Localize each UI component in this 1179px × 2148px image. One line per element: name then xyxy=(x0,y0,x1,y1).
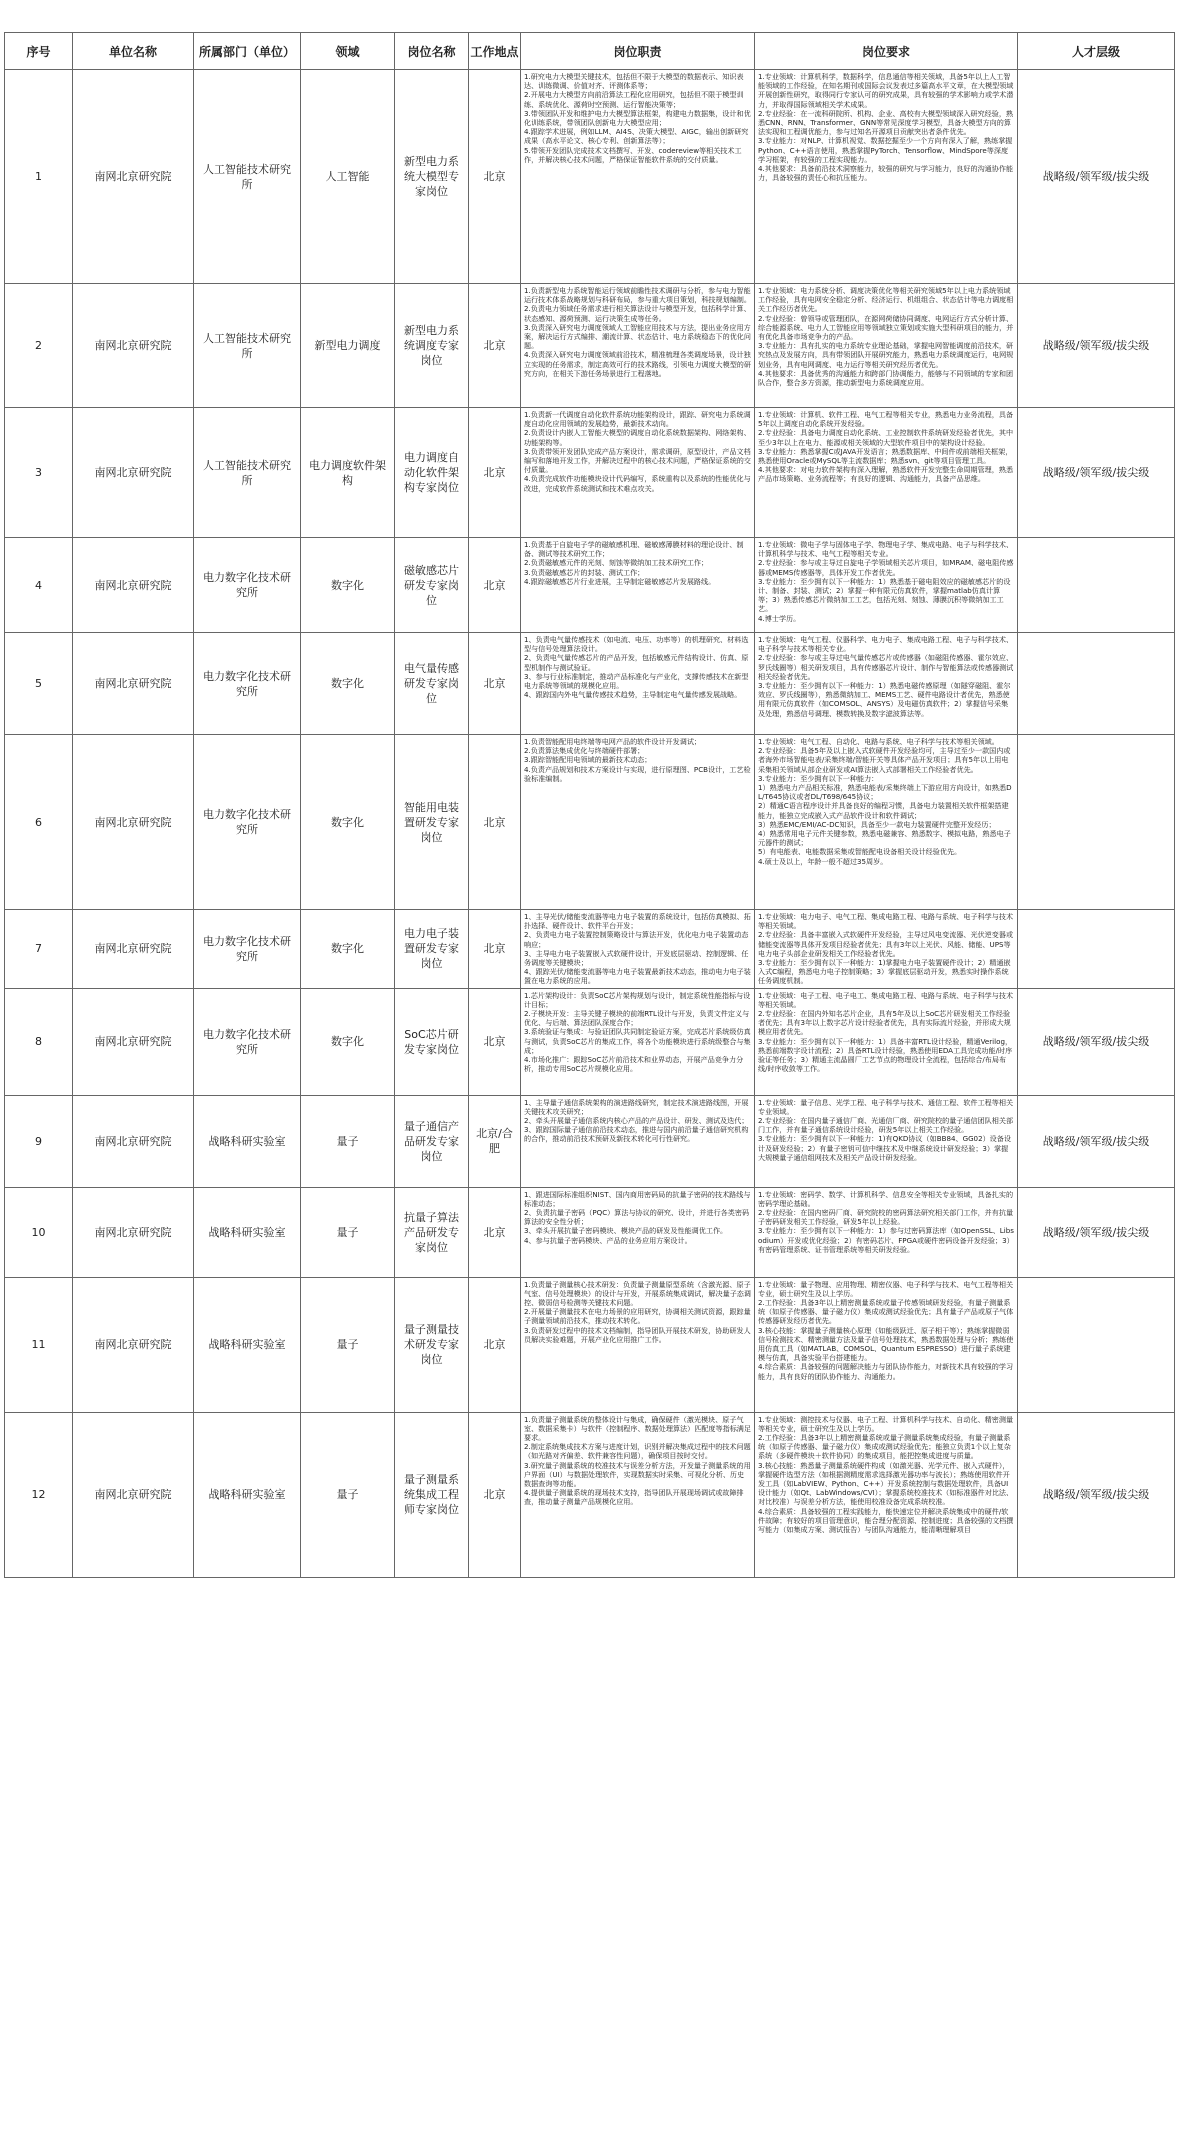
cell-requirements: 1.专业领域：电子工程、电子电工、集成电路工程、电路与系统、电子科学与技术等相关领域。 2.专业经验：在国内外知名芯片企业，具有5年及以上SoC芯片研发相关工作经验者优先；具有3年以上数字芯片设计经验者优先，具有实际流片经验，并形成大规模应用者优先。 3.专业能力：至少拥有以下一种能力：1）具备丰富RTL设计经验，精通Verilog，熟悉前端数字设计流程；2）具备RTL设计经验，熟悉使用EDA工具完成功能/时序验证等任务；3）精通主流晶圆厂工艺节点的物理设计全流程，包括综合/布局布线/时序收敛等工作。 xyxy=(755,988,1018,1095)
cell-requirements: 1.专业领域：计算机、软件工程、电气工程等相关专业，熟悉电力业务流程，具备5年以上调度自动化系统开发经验。 2.专业经验：具备电力调度自动化系统、工业控制软件系统研发经验者优先，其中至少3年以上在电力、能源或相关领域的大型软件项目中的架构设计经验。 3.专业能力：熟悉掌握C或JAVA开发语言；熟悉数据库、中间件或前端相关框架，熟悉使用Oracle或MySQL等主流数据库；熟悉svn、git等项目管理工具。 4.其他要求：对电力软件架构有深入理解，熟悉软件开发完整生命周期管理，熟悉产品市场策略、业务流程等；有良好的逻辑、沟通能力，具备产品思维。 xyxy=(755,408,1018,538)
cell-unit: 南网北京研究院 xyxy=(73,1187,194,1277)
cell-dept: 电力数字化技术研究所 xyxy=(194,910,301,989)
cell-level: 战略级/领军级/拔尖级 xyxy=(1018,1412,1175,1577)
cell-unit: 南网北京研究院 xyxy=(73,408,194,538)
cell-no: 12 xyxy=(5,1412,73,1577)
cell-unit: 南网北京研究院 xyxy=(73,988,194,1095)
cell-position: 电力调度自动化软件架构专家岗位 xyxy=(395,408,469,538)
cell-location: 北京 xyxy=(469,538,521,633)
table-row xyxy=(5,1412,1175,1577)
cell-field: 量子 xyxy=(301,1095,395,1187)
cell-position: 量子测量系统集成工程师专家岗位 xyxy=(395,1412,469,1577)
cell-requirements: 1.专业领域：微电子学与固体电子学、物理电子学、集成电路、电子与科学技术、计算机科学与技术、电气工程等相关专业。 2.专业经验：参与或主导过自旋电子学领域相关芯片项目，如MRAM、磁电阻传感器或MEMS传感器等，具体开发工作者优先。 3.专业能力：至少拥有以下一种能力：1）熟悉基于磁电阻效应的磁敏感芯片的设计、制备、封装、测试；2）掌握一种有限元仿真软件，掌握matlab仿真计算等；3）熟悉传感芯片微纳加工工艺，包括光刻、刻蚀、薄膜沉积等微纳加工工艺。 4.博士学历。 xyxy=(755,538,1018,633)
cell-level: 战略级/领军级/拔尖级 xyxy=(1018,408,1175,538)
cell-no: 11 xyxy=(5,1277,73,1412)
table-row xyxy=(5,538,1175,633)
cell-duties: 1.负责量子测量系统的整体设计与集成，确保硬件（激光模块、原子气室、数据采集卡）与软件（控制程序、数据处理算法）匹配度等指标满足要求。 2.制定系统集成技术方案与进度计划，识别并解决集成过程中的技术问题（如光路对齐偏差、软件兼容性问题），确保项目按时交付。 3.研究量子测量系统的校准技术与误差分析方法，开发量子测量系统的用户界面（UI）与数据处理软件，实现数据实时采集、可视化分析、历史数据查询等功能。 4.提供量子测量系统的现场技术支持，指导团队开展现场调试或故障排查，推动量子测量产品规模化应用。 xyxy=(521,1412,755,1577)
table-row xyxy=(5,1095,1175,1187)
table-row xyxy=(5,70,1175,284)
cell-level xyxy=(1018,910,1175,989)
cell-no: 9 xyxy=(5,1095,73,1187)
table-header-row xyxy=(5,33,1175,70)
cell-requirements: 1.专业领域：量子信息、光学工程、电子科学与技术、通信工程、软件工程等相关专业领域。 2.专业经验：在国内量子通信厂商、光通信厂商、研究院校的量子通信团队相关部门工作，并有量子通信系统设计经验，研发5年以上相关工作经验。 3.专业能力：至少拥有以下一种能力：1)有QKD协议（如BB84、GG02）设备设计及研发经验；2）有量子密钥可信中继技术及中继系统设计研发经验；3）掌握大规模量子通信组网技术及相关产品设计研发经验。 xyxy=(755,1095,1018,1187)
cell-field: 数字化 xyxy=(301,988,395,1095)
cell-position: 电力电子装置研发专家岗位 xyxy=(395,910,469,989)
cell-unit: 南网北京研究院 xyxy=(73,70,194,284)
cell-duties: 1.负责量子测量核心技术研发：负责量子测量原型系统（含激光源、原子气室、信号处理模块）的设计与开发，开展系统集成调试，解决量子态调控、微弱信号检测等关键技术问题。 2.开展量子测量技术在电力场景的应用研究，协调相关测试资源，跟踪量子测量领域前沿技术，推动技术转化。 3.负责研发过程中的技术文档编制，指导团队开展技术研发，协助研发人员解决实验难题，开展产业化应用推广工作。 xyxy=(521,1277,755,1412)
cell-unit: 南网北京研究院 xyxy=(73,1412,194,1577)
cell-level xyxy=(1018,1277,1175,1412)
cell-position: 抗量子算法产品研发专家岗位 xyxy=(395,1187,469,1277)
cell-location: 北京 xyxy=(469,70,521,284)
table-row xyxy=(5,735,1175,910)
job-table xyxy=(4,32,1175,1578)
cell-location: 北京/合肥 xyxy=(469,1095,521,1187)
header-dept: 所属部门（单位） xyxy=(194,33,301,70)
cell-field: 数字化 xyxy=(301,538,395,633)
cell-no: 5 xyxy=(5,633,73,735)
cell-level xyxy=(1018,538,1175,633)
cell-no: 4 xyxy=(5,538,73,633)
cell-field: 量子 xyxy=(301,1277,395,1412)
cell-dept: 电力数字化技术研究所 xyxy=(194,988,301,1095)
cell-duties: 1.负责基于自旋电子学的磁敏感机理、磁敏感薄膜材料的理论设计、制备、测试等技术研究工作； 2.负责磁敏感元件的光刻、刻蚀等微纳加工技术研究工作； 3.负责磁敏感芯片的封装、测试工作； 4.跟踪磁敏感芯片行业进展，主导制定磁敏感芯片发展路线。 xyxy=(521,538,755,633)
cell-dept: 战略科研实验室 xyxy=(194,1277,301,1412)
cell-dept: 电力数字化技术研究所 xyxy=(194,735,301,910)
cell-level xyxy=(1018,735,1175,910)
cell-duties: 1、跟进国际标准组织NIST、国内商用密码局的抗量子密码的技术路线与标准动态； 2、负责抗量子密码（PQC）算法与协议的研究、设计，并进行各类密码算法的安全性分析； 3、牵头开展抗量子密码模块、模块产品的研发及性能调优工作。 4、参与抗量子密码模块、产品的业务应用方案设计。 xyxy=(521,1187,755,1277)
cell-field: 数字化 xyxy=(301,910,395,989)
cell-position: 量子通信产品研发专家岗位 xyxy=(395,1095,469,1187)
cell-dept: 人工智能技术研究所 xyxy=(194,70,301,284)
header-position: 岗位名称 xyxy=(395,33,469,70)
cell-field: 量子 xyxy=(301,1187,395,1277)
cell-unit: 南网北京研究院 xyxy=(73,284,194,408)
cell-position: 智能用电装置研发专家岗位 xyxy=(395,735,469,910)
cell-duties: 1.负责新一代调度自动化软件系统功能架构设计，跟踪、研究电力系统调度自动化应用领域的发展趋势，最新技术动向。 2.负责设计内嵌人工智能大模型的调度自动化系统数据架构、网络架构、功能架构等。 3.负责带领开发团队完成产品方案设计，需求调研，原型设计，产品文档编写和落地开发工作，并解决过程中的核心技术问题，严格保证系统的交付质量。 4.负责完成软件功能模块设计代码编写，系统重构以及系统的性能优化与改进，完成软件系统测试和技术难点攻关。 xyxy=(521,408,755,538)
table-row xyxy=(5,910,1175,989)
cell-field: 数字化 xyxy=(301,633,395,735)
table-row xyxy=(5,988,1175,1095)
header-field: 领域 xyxy=(301,33,395,70)
cell-requirements: 1.专业领域：量子物理、应用物理、精密仪器、电子科学与技术、电气工程等相关专业，硕士研究生及以上学历。 2.工作经验：具备3年以上精密测量系统或量子传感领域研发经验，有量子测量系统（如原子传感器、量子磁力仪）集成或测试经验优先；具有量子产品或原子气体传感器研发经历者优先。 3.核心技能：掌握量子测量核心原理（如能级跃迁、原子相干等）；熟练掌握微弱信号检测技术、精密测量方法及量子信号处理技术，熟悉数据处理与分析；熟练使用仿真工具（如MATLAB、COMSOL、Quantum ESPRESSO）进行量子系统建模与仿真，具备实验平台搭建能力。 4.综合素质：具备较强的问题解决能力与团队协作能力，对新技术具有较强的学习能力，具有良好的团队协作能力、沟通能力。 xyxy=(755,1277,1018,1412)
table-row xyxy=(5,1187,1175,1277)
cell-duties: 1、主导量子通信系统架构的演进路线研究，制定技术演进路线图，开展关键技术攻关研究； 2、牵头开展量子通信系统内核心产品的产品设计、研发、测试及迭代； 3、跟踪国际量子通信前沿技术动态，推进与国内前沿量子通信研究机构的合作，推动前沿技术预研及新技术转化可行性研究。 xyxy=(521,1095,755,1187)
cell-position: 新型电力系统调度专家岗位 xyxy=(395,284,469,408)
cell-no: 10 xyxy=(5,1187,73,1277)
cell-requirements: 1.专业领域：测控技术与仪器、电子工程、计算机科学与技术、自动化、精密测量等相关专业，硕士研究生及以上学历。 2.工作经验：具备3年以上精密测量系统或量子测量系统集成经验，有量子测量系统（如原子传感器、量子磁力仪）集成或测试经验优先；能独立负责1个以上复杂系统（多硬件模块＋软件协同）的集成项目，能把控集成进度与质量。 3.核心技能：熟悉量子测量系统硬件构成（如激光器、光学元件、嵌入式硬件），掌握硬件选型方法（如根据测精度需求选择激光器功率与波长）；熟练使用软件开发工具（如LabVIEW、Python、C++）开发系统控制与数据处理软件，具备UI设计能力（如Qt、LabWindows/CVI）；掌握系统校准技术（如标准器件对比法、对比校准）与误差分析方法，能使用校准设备完成系统校准。 4.综合素质：具备较强的工程实践能力，能快速定位并解决系统集成中的硬件/软件故障；有较好的项目管理意识，能合理分配资源、控制进度；具备较强的文档撰写能力（如集成方案、测试报告）与团队沟通能力，能清晰理解项目 xyxy=(755,1412,1018,1577)
cell-no: 7 xyxy=(5,910,73,989)
table-row xyxy=(5,408,1175,538)
cell-dept: 人工智能技术研究所 xyxy=(194,408,301,538)
cell-location: 北京 xyxy=(469,910,521,989)
table-row xyxy=(5,1277,1175,1412)
cell-no: 6 xyxy=(5,735,73,910)
header-location: 工作地点 xyxy=(469,33,521,70)
cell-location: 北京 xyxy=(469,284,521,408)
cell-unit: 南网北京研究院 xyxy=(73,735,194,910)
cell-requirements: 1.专业领域：计算机科学，数据科学，信息通信等相关领域，具备5年以上人工智能领域的工作经验，在知名期刊或国际会议发表过多篇高水平文章，在大模型领域开展创新性研究，取得同行专家认可的研究成果，具有较强的学术影响力或学术潜力，并取得国际领域相关学术成果。 2.专业经验：在一流科研院所、机构、企业、高校有大模型领域深入研究经验，熟悉CNN、RNN、Transformer、GNN等常见深度学习模型，具备大模型方向的算法实现和工程调优能力，参与过知名开源项目贡献突出者条件优先。 3.专业能力：对NLP、计算机视觉、数据挖掘至少一个方向有深入了解，熟练掌握Python、C++语言使用，熟悉掌握PyTorch、Tensorflow、MindSpore等深度学习框架，有较强的工程实现能力。 4.其他要求：具备前沿技术洞察能力，较强的研究与学习能力，良好的沟通协作能力，具备较强的责任心和抗压能力。 xyxy=(755,70,1018,284)
cell-duties: 1、负责电气量传感技术（如电流、电压、功率等）的机理研究、材料选型与信号处理算法设计。 2、负责电气量传感芯片的产品开发，包括敏感元件结构设计、仿真、原型机制作与测试验证。 3、参与行业标准制定，推动产品标准化与产业化，支撑传感技术在新型电力系统等领域的规模化应用。 4、跟踪国内外电气量传感技术趋势，主导制定电气量传感发展战略。 xyxy=(521,633,755,735)
cell-location: 北京 xyxy=(469,633,521,735)
cell-location: 北京 xyxy=(469,1187,521,1277)
cell-requirements: 1.专业领域：电气工程、仪器科学、电力电子、集成电路工程、电子与科学技术、电子科学与技术等相关专业。 2.专业经验：参与或主导过电气量传感芯片或传感器（如磁阻传感器、霍尔效应、罗氏线圈等）相关研发项目，具有传感器芯片设计、制作与智能算法或传感器测试相关经验者优先。 3.专业能力：至少拥有以下一种能力：1）熟悉电磁传感原理（如隧穿磁阻、霍尔效应、罗氏线圈等），熟悉微纳加工、MEMS工艺、硬件电路设计者优先，熟悉使用有限元仿真软件（如COMSOL、ANSYS）及电磁仿真软件；2）掌握信号采集及处理，熟悉信号调理、模数转换及数字滤波算法等。 xyxy=(755,633,1018,735)
header-no: 序号 xyxy=(5,33,73,70)
cell-duties: 1.研究电力大模型关键技术，包括但不限于大模型的数据表示、知识表达、训练微调、价值对齐、评测体系等； 2.开展电力大模型方向前沿算法工程化应用研究，包括但不限于模型训练、系统优化、源荷时空预测、运行智能决策等； 3.带领团队开发和维护电力大模型算法框架，构建电力数据集，设计和优化训练系统，带领团队创新电力大模型应用； 4.跟踪学术进展，例如LLM、AI4S、决策大模型、AIGC，输出创新研究成果（高水平论文、核心专利、创新算法等）； 5.带领开发团队完成技术文档撰写、开发、codereview等相关技术工作，并解决核心技术问题，严格保证智能软件系统的交付质量。 xyxy=(521,70,755,284)
cell-location: 北京 xyxy=(469,1412,521,1577)
cell-field: 数字化 xyxy=(301,735,395,910)
cell-duties: 1.负责新型电力系统智能运行领域前瞻性技术调研与分析，参与电力智能运行技术体系战略规划与科研布局，参与重大项目策划，科技规划编制。 2.负责电力领域任务需求进行相关算法设计与模型开发，包括科学计算、状态感知、源荷预测、运行决策生成等任务。 3.负责深入研究电力调度领域人工智能应用技术与方法，提出业务应用方案，解决运行方式编排、潮流计算、状态估计、电力系统稳态下的优化问题。 4.负责深入研究电力调度领域前沿技术，精准梳理各类调度场景，设计独立实现的任务需求，制定高效可行的技术路线，引领电力调度大模型的研究方向，在相关下游任务场景进行工程落地。 xyxy=(521,284,755,408)
cell-position: SoC芯片研发专家岗位 xyxy=(395,988,469,1095)
cell-no: 3 xyxy=(5,408,73,538)
cell-location: 北京 xyxy=(469,1277,521,1412)
cell-requirements: 1.专业领域：密码学、数学、计算机科学、信息安全等相关专业领域，具备扎实的密码学理论基础。 2.专业经验：在国内密码厂商、研究院校的密码算法研究相关部门工作，并有抗量子密码研发相关工作经验，研发5年以上经验。 3.专业能力：至少拥有以下一种能力：1）参与过密码算法库（如OpenSSL、Libsodium）开发或优化经验；2）有密码芯片、FPGA或硬件密码设备开发经验；3）有密码管理系统、证书管理系统等相关研发经验。 xyxy=(755,1187,1018,1277)
cell-level: 战略级/领军级/拔尖级 xyxy=(1018,70,1175,284)
cell-field: 量子 xyxy=(301,1412,395,1577)
cell-duties: 1.芯片架构设计：负责SoC芯片架构规划与设计，制定系统性能指标与设计目标； 2.子模块开发：主导关键子模块的前端RTL设计与开发，负责文件定义与优化、与后端、算法团队深度合作； 3.系统验证与集成：与验证团队共同制定验证方案，完成芯片系统级仿真与测试，负责SoC芯片的集成工作，将各个功能模块进行系统级整合与集成； 4.市场化推广：跟踪SoC芯片前沿技术和业界动态，开展产品竞争力分析，推动专用SoC芯片规模化应用。 xyxy=(521,988,755,1095)
header-requirements: 岗位要求 xyxy=(755,33,1018,70)
cell-requirements: 1.专业领域：电气工程、自动化、电路与系统、电子科学与技术等相关领域。 2.专业经验：具备5年及以上嵌入式软硬件开发经验均可，主导过至少一款国内或者海外市场智能电表/采集终端/智能开关等具体产品开发项目；具有5年以上用电采集相关领域从部企业研发或AI算法嵌入式部署相关工作经验者优先。 3.专业能力：至少拥有以下一种能力： 1）熟悉电力产品相关标准，熟悉电能表/采集终端上下游应用方向设计，如熟悉DL/T645协议或者DL/T698/645协议； 2）精通C语言程序设计并具备良好的编程习惯，具备电力装置相关软件框架搭建能力，能独立完成嵌入式产品软件设计和软件调试； 3）熟悉EMC/EMI/AC-DC知识，具备至少一款电力装置硬件完整开发经历； 4）熟悉常用电子元件关键参数，熟悉电磁兼容、熟悉数字、模拟电路，熟悉电子元器件的测试； 5）有电能表、电能数据采集或智能配电设备相关设计经验优先。 4.硕士及以上，年龄一般不超过35周岁。 xyxy=(755,735,1018,910)
cell-requirements: 1.专业领域：电力电子、电气工程、集成电路工程、电路与系统、电子科学与技术等相关领域。 2.专业经验：具备丰富嵌入式软硬件开发经验，主导过风电变流器、光伏逆变器或储能变流器等具体开发项目经验者优先；具有3年以上光伏、风能、储能、UPS等电力电子头部企业研发相关工作经验者优先。 3.专业能力：至少拥有以下一种能力：1)掌握电力电子装置硬件设计；2）精通嵌入式C编程，熟悉电力电子控制策略；3）掌握底层驱动开发，熟悉实时操作系统任务调度机制。 xyxy=(755,910,1018,989)
cell-field: 电力调度软件架构 xyxy=(301,408,395,538)
cell-unit: 南网北京研究院 xyxy=(73,1277,194,1412)
header-unit: 单位名称 xyxy=(73,33,194,70)
cell-level: 战略级/领军级/拔尖级 xyxy=(1018,1095,1175,1187)
cell-level: 战略级/领军级/拔尖级 xyxy=(1018,988,1175,1095)
cell-dept: 战略科研实验室 xyxy=(194,1187,301,1277)
cell-location: 北京 xyxy=(469,988,521,1095)
table-row xyxy=(5,284,1175,408)
cell-location: 北京 xyxy=(469,408,521,538)
cell-level xyxy=(1018,633,1175,735)
cell-position: 磁敏感芯片研发专家岗位 xyxy=(395,538,469,633)
cell-no: 8 xyxy=(5,988,73,1095)
cell-duties: 1.负责智能配用电终端等电网产品的软件设计开发调试； 2.负责算法集成优化与终端硬件部署； 3.跟踪智能配用电领域的最新技术动态； 4.负责产品规划和技术方案设计与实现，进行原理图、PCB设计，工艺检验标准编制。 xyxy=(521,735,755,910)
cell-dept: 电力数字化技术研究所 xyxy=(194,633,301,735)
cell-location: 北京 xyxy=(469,735,521,910)
cell-field: 人工智能 xyxy=(301,70,395,284)
cell-requirements: 1.专业领域：电力系统分析、调度决策优化等相关研究领域5年以上电力系统领域工作经验，具有电网安全稳定分析、经济运行、机组组合、状态估计等电力调度相关工作经历者优先。 2.专业经验：曾领导或管理团队，在源网荷储协同调度、电网运行方式分析计算、综合能源系统、电力人工智能应用等领域独立策划或实施大型科研项目的能力，并有优化具备市场竞争力的产品。 3.专业能力：具有扎实的电力系统专业理论基础，掌握电网智能调度前沿技术，研究热点及发展方向，具有带领团队开展研究能力，熟悉电力系统调度运行，电网规划业务，具有电网调度、电力运行等相关研究经历者优先。 4.其他要求：具备优秀的沟通能力和跨部门协调能力，能够与不同领域的专家和团队合作，整合多方资源，推动新型电力系统调度应用。 xyxy=(755,284,1018,408)
cell-position: 量子测量技术研发专家岗位 xyxy=(395,1277,469,1412)
cell-unit: 南网北京研究院 xyxy=(73,538,194,633)
cell-level: 战略级/领军级/拔尖级 xyxy=(1018,284,1175,408)
cell-position: 新型电力系统大模型专家岗位 xyxy=(395,70,469,284)
cell-level: 战略级/领军级/拔尖级 xyxy=(1018,1187,1175,1277)
table-row xyxy=(5,633,1175,735)
cell-dept: 人工智能技术研究所 xyxy=(194,284,301,408)
cell-no: 1 xyxy=(5,70,73,284)
header-duties: 岗位职责 xyxy=(521,33,755,70)
cell-unit: 南网北京研究院 xyxy=(73,1095,194,1187)
cell-field: 新型电力调度 xyxy=(301,284,395,408)
header-level: 人才层级 xyxy=(1018,33,1175,70)
cell-duties: 1、主导光伏/储能变流器等电力电子装置的系统设计，包括仿真模拟、拓扑选择、硬件设计、软件平台开发； 2、负责电力电子装置控制策略设计与算法开发，优化电力电子装置动态响应； 3、主导电力电子装置嵌入式软硬件设计，开发底层驱动、控制逻辑、任务调度等关键模块； 4、跟踪光伏/储能变流器等电力电子装置最新技术动态，推动电力电子装置在电力系统的应用。 xyxy=(521,910,755,989)
cell-dept: 战略科研实验室 xyxy=(194,1095,301,1187)
cell-dept: 战略科研实验室 xyxy=(194,1412,301,1577)
cell-unit: 南网北京研究院 xyxy=(73,910,194,989)
cell-no: 2 xyxy=(5,284,73,408)
cell-unit: 南网北京研究院 xyxy=(73,633,194,735)
cell-position: 电气量传感研发专家岗位 xyxy=(395,633,469,735)
cell-dept: 电力数字化技术研究所 xyxy=(194,538,301,633)
